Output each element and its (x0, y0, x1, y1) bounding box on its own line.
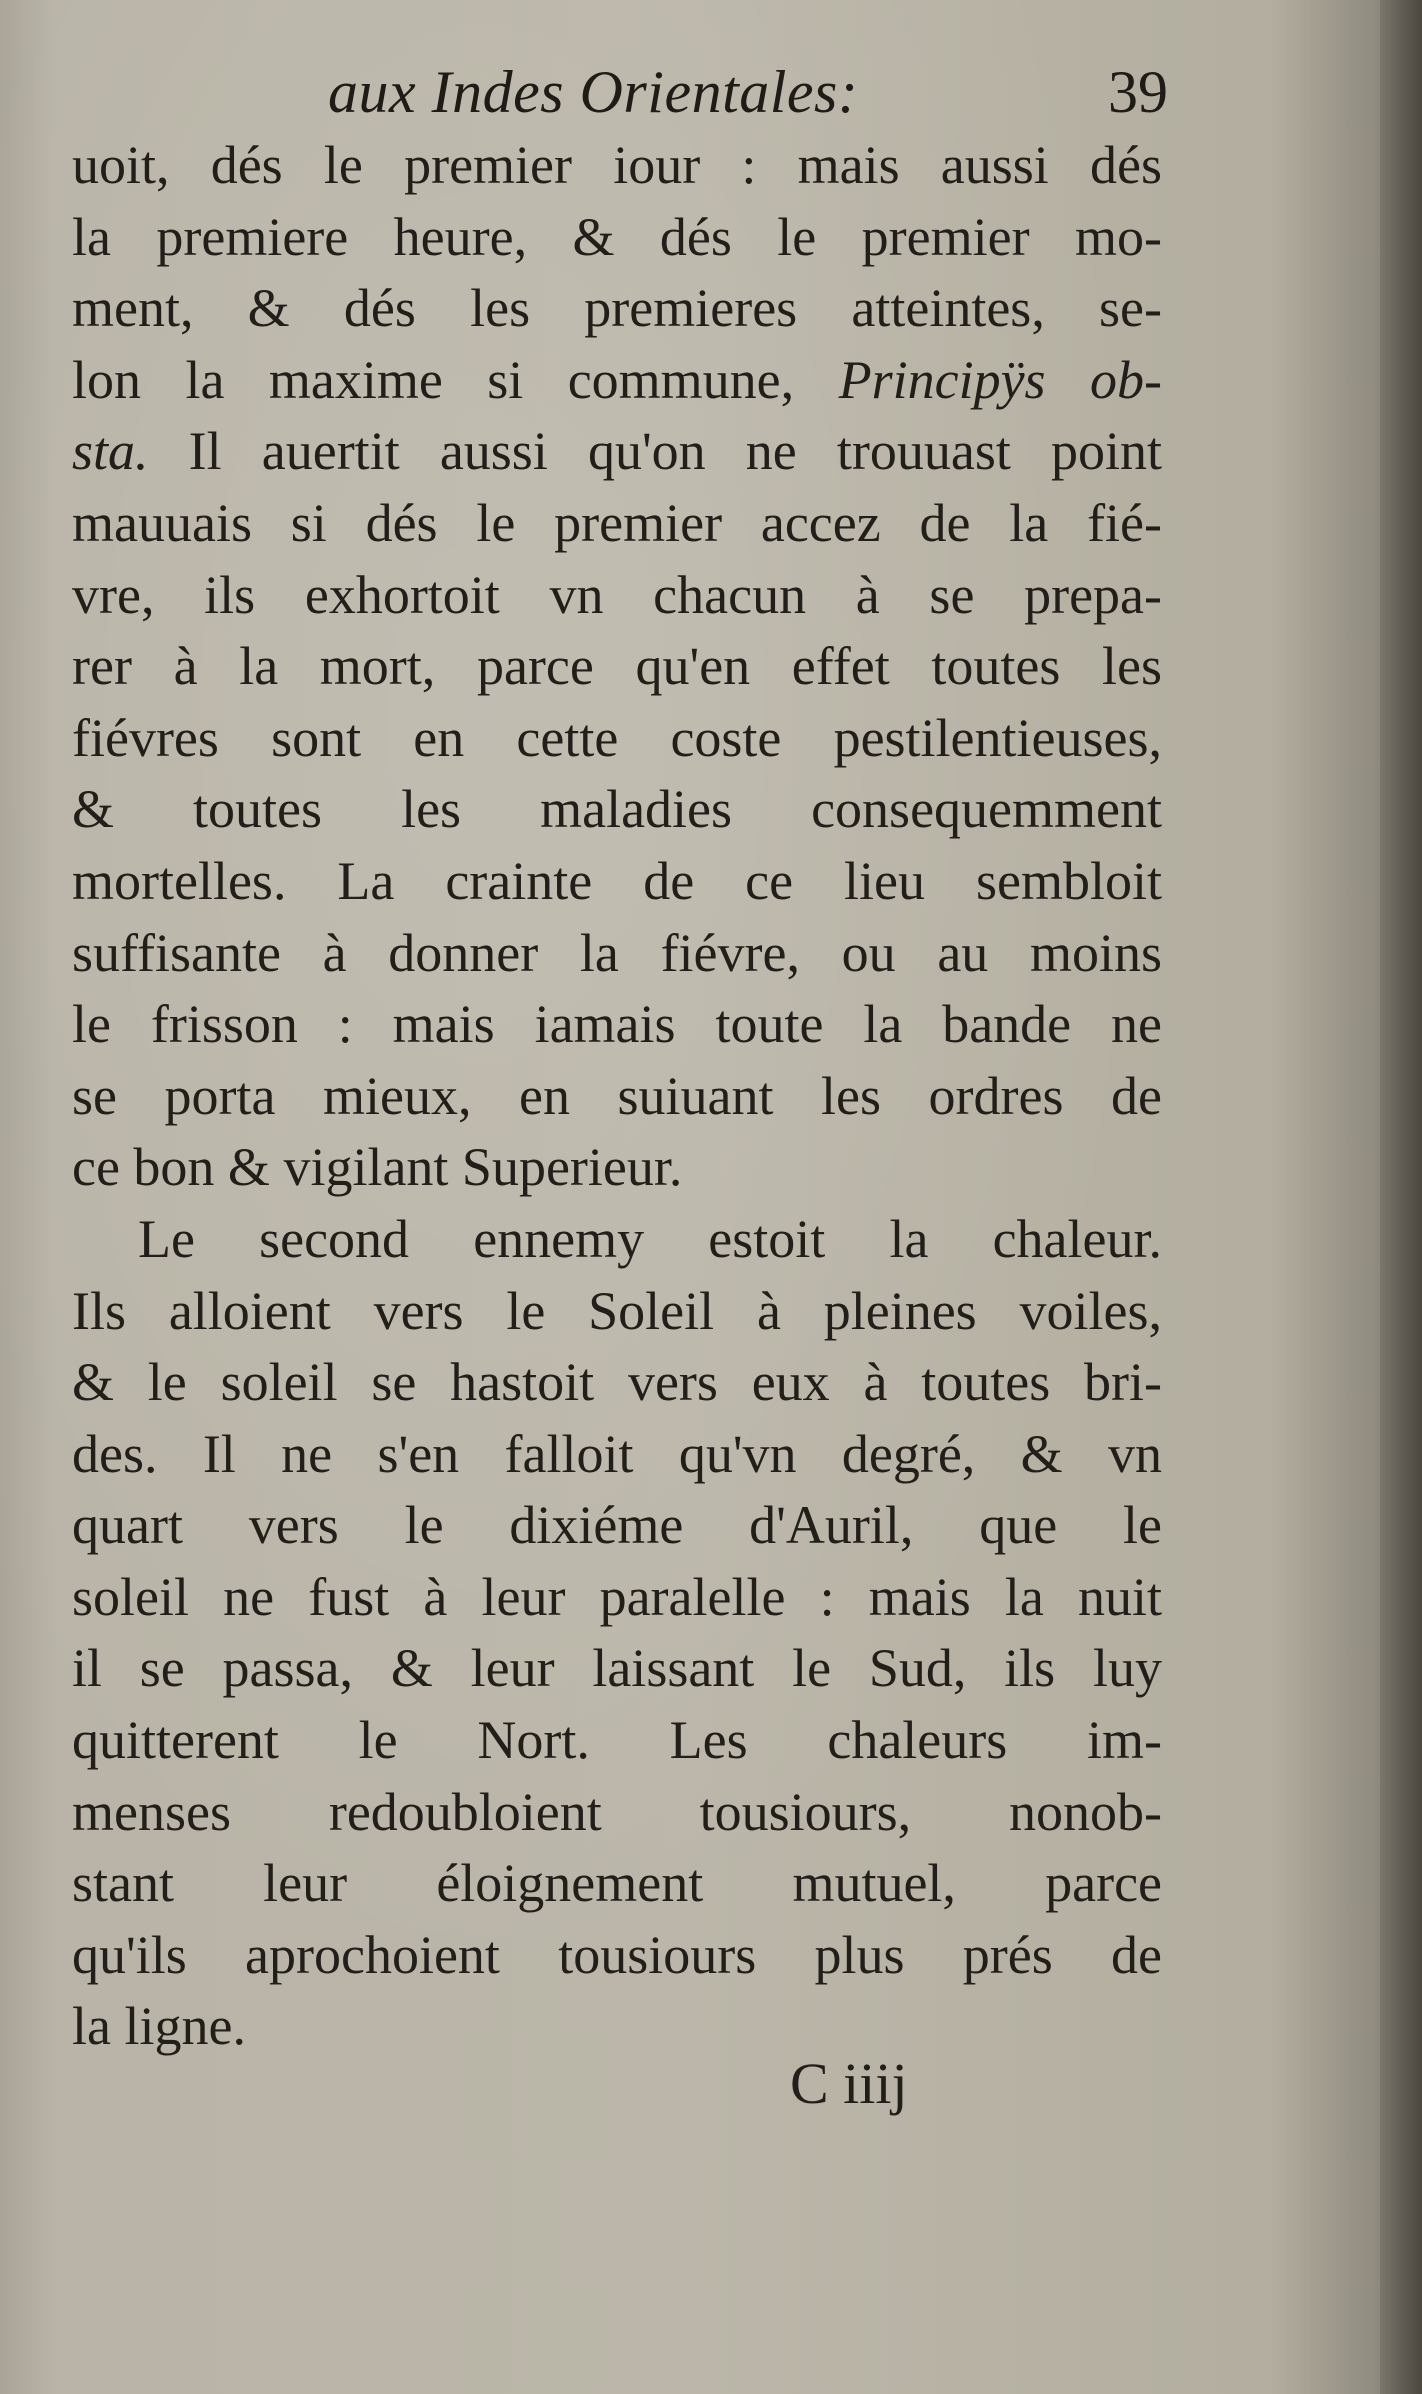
text-line-segment: Il auertit aussi qu'on ne trouuast point (188, 421, 1162, 482)
text-line: rer à la mort, parce qu'en effet toutes les (72, 636, 1162, 697)
text-line: Le second ennemy estoit la chaleur. (138, 1208, 1162, 1269)
text-line (72, 416, 1162, 488)
text-line: le frisson : mais iamais toute la bande ne (72, 994, 1162, 1055)
body-text (72, 130, 1162, 2063)
text-line: se porta mieux, en suiuant les ordres de (72, 1065, 1162, 1126)
latin-phrase: sta. (72, 421, 149, 482)
text-line: vre, ils exhortoit vn chacun à se prepa- (72, 564, 1162, 625)
paragraph-2 (72, 1204, 1162, 2063)
running-head: aux Indes Orientales: (328, 59, 859, 125)
text-line: menses redoubloient tousiours, nonob- (72, 1781, 1162, 1842)
paragraph-1 (72, 130, 1162, 1204)
text-line: des. Il ne s'en falloit qu'vn degré, & vn (72, 1423, 1162, 1484)
page-header (78, 58, 1168, 138)
text-line: Ils alloient vers le Soleil à pleines voiles, (72, 1280, 1162, 1341)
text-line: la ligne. (72, 1996, 246, 2057)
text-line: il se passa, & leur laissant le Sud, ils luy (72, 1638, 1162, 1699)
text-line: & le soleil se hastoit vers eux à toutes bri- (72, 1352, 1162, 1413)
text-line: & toutes les maladies consequemment (72, 779, 1162, 840)
page-gutter-shadow (1380, 0, 1422, 2394)
page-number: 39 (1108, 59, 1168, 125)
text-line: ment, & dés les premieres atteintes, se- (72, 278, 1162, 339)
text-line (72, 345, 1162, 417)
text-line: suffisante à donner la fiévre, ou au moins (72, 922, 1162, 983)
text-line: mortelles. La crainte de ce lieu sembloit (72, 850, 1162, 911)
text-line: quart vers le dixiéme d'Auril, que le (72, 1495, 1162, 1556)
text-line: ce bon & vigilant Superieur. (72, 1137, 683, 1198)
text-line: fiévres sont en cette coste pestilentieuses, (72, 707, 1162, 768)
text-line: mauuais si dés le premier accez de la fié- (72, 492, 1162, 553)
signature-mark: C iiij (790, 2051, 908, 2116)
text-line: la premiere heure, & dés le premier mo- (72, 206, 1162, 267)
text-line: stant leur éloignement mutuel, parce (72, 1853, 1162, 1914)
text-line: qu'ils aprochoient tousiours plus prés de (72, 1924, 1162, 1985)
latin-phrase: Principÿs ob- (838, 349, 1162, 410)
text-line-segment: lon la maxime si commune, (72, 349, 795, 410)
text-line: uoit, dés le premier iour : mais aussi dés (72, 135, 1162, 195)
text-line: soleil ne fust à leur paralelle : mais la nuit (72, 1566, 1162, 1627)
text-line: quitterent le Nort. Les chaleurs im- (72, 1710, 1162, 1771)
